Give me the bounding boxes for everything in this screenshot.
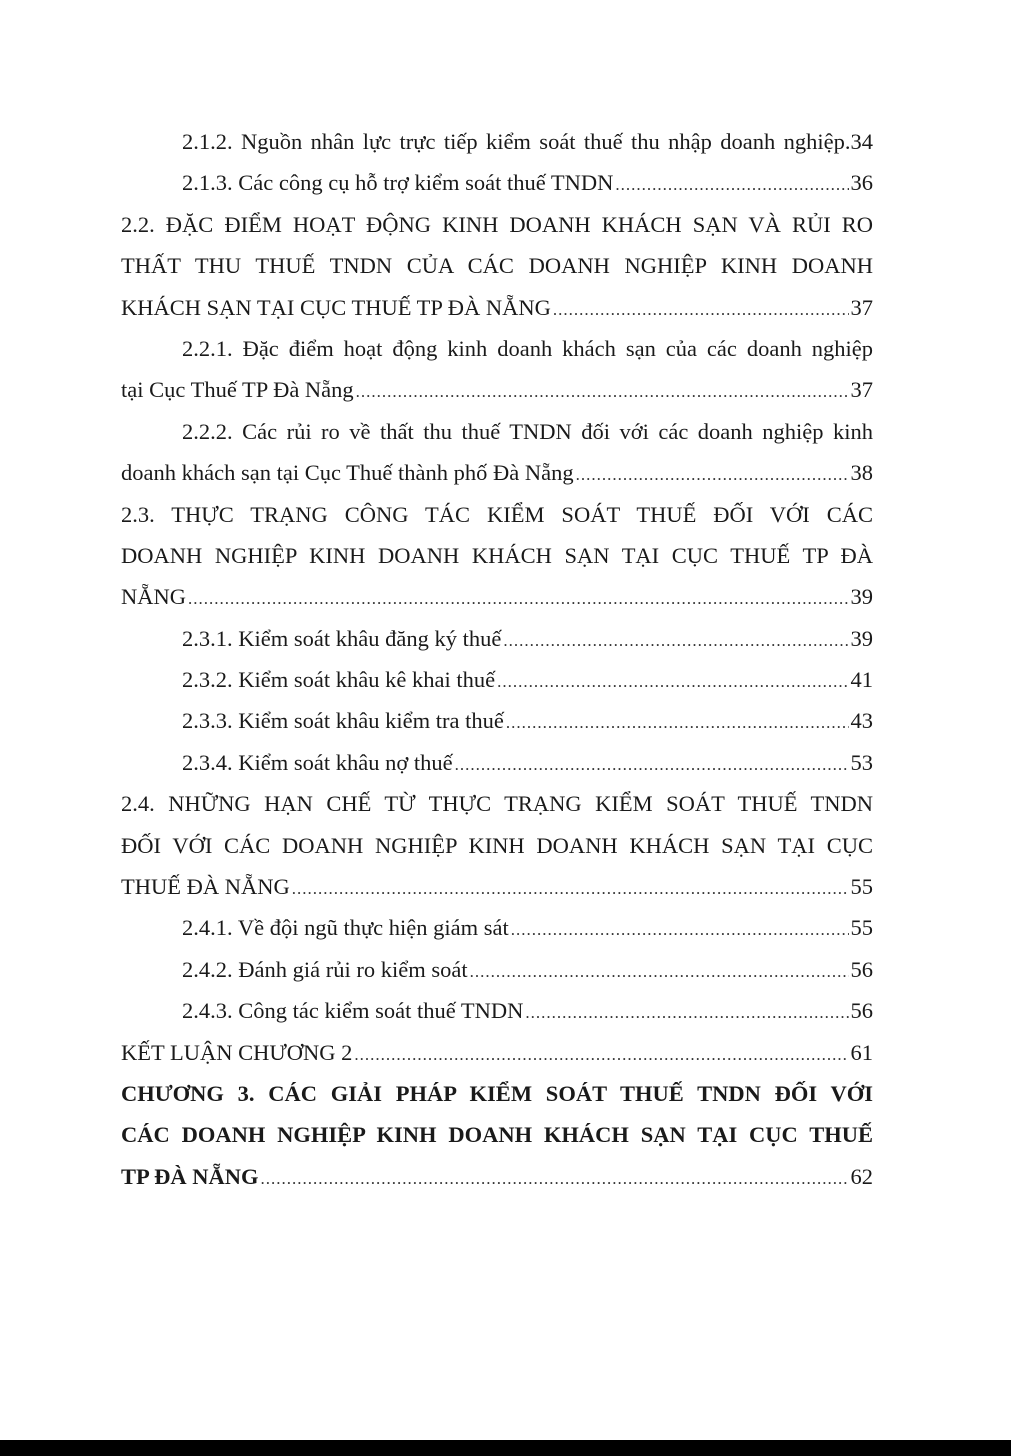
toc-page-number: 37 [850, 377, 873, 403]
toc-entry-text: KHÁCH SẠN TẠI CỤC THUẾ TP ĐÀ NẴNG [121, 294, 551, 320]
toc-entry-text: 2.1.3. Các công cụ hỗ trợ kiểm soát thuế TNDN [182, 170, 614, 196]
dot-leader [188, 578, 849, 617]
toc-entry-2-3-3[interactable] [121, 700, 873, 741]
toc-entry-2-2-1-line2[interactable] [121, 369, 873, 410]
toc-entry-2-2-line2[interactable] [121, 245, 873, 286]
toc-page-number: 55 [850, 874, 873, 900]
toc-entry-text: 2.4.1. Về đội ngũ thực hiện giám sát [182, 915, 509, 941]
toc-entry-2-2-line3[interactable] [121, 287, 873, 328]
toc-entry-text: 2.3.1. Kiểm soát khâu đăng ký thuế [182, 625, 502, 651]
toc-entry-text: 2.2.1. Đặc điểm hoạt động kinh doanh khách sạn của các doanh nghiệp [182, 335, 873, 361]
viewer-bottom-edge [0, 1440, 1011, 1456]
dot-leader [261, 1158, 849, 1197]
toc-entry-2-1-3[interactable] [121, 162, 873, 203]
dot-leader [511, 909, 849, 948]
dot-leader [292, 868, 849, 907]
dot-leader [615, 164, 848, 203]
toc-entry-text: 2.2. ĐẶC ĐIỂM HOẠT ĐỘNG KINH DOANH KHÁCH SẠN VÀ RỦI RO [121, 211, 873, 237]
toc-entry-2-2-line1[interactable] [121, 204, 873, 245]
toc-entry-text: 2.3.2. Kiểm soát khâu kê khai thuế [182, 667, 496, 693]
toc-entry-text: KẾT LUẬN CHƯƠNG 2 [121, 1039, 353, 1065]
toc-page-number: 38 [850, 460, 873, 486]
toc-entry-chapter-3-line1[interactable] [121, 1073, 873, 1114]
dot-leader [525, 992, 848, 1031]
toc-entry-text: NẴNG [121, 584, 186, 610]
toc-page-number: 41 [850, 667, 873, 693]
dot-leader [506, 702, 849, 741]
toc-entry-2-2-1-line1[interactable] [121, 328, 873, 369]
toc-entry-2-4-3[interactable] [121, 990, 873, 1031]
toc-page-number: 37 [850, 294, 873, 320]
toc-entry-text: 2.3.4. Kiểm soát khâu nợ thuế [182, 749, 453, 775]
toc-page-number: 43 [850, 708, 873, 734]
dot-leader [354, 1034, 848, 1073]
toc-entry-chapter-3-line3[interactable] [121, 1156, 873, 1197]
toc-entry-text: THUẾ ĐÀ NẴNG [121, 874, 290, 900]
toc-entry-2-3-2[interactable] [121, 659, 873, 700]
toc-entry-text: 2.3.3. Kiểm soát khâu kiểm tra thuế [182, 708, 504, 734]
toc-page-number: 62 [850, 1163, 873, 1189]
toc-entry-2-4-1[interactable] [121, 907, 873, 948]
toc-entry-2-3-line1[interactable] [121, 494, 873, 535]
toc-entry-2-4-line1[interactable] [121, 783, 873, 824]
toc-entry-2-3-line3[interactable] [121, 576, 873, 617]
toc-entry-2-3-line2[interactable] [121, 535, 873, 576]
dot-leader [503, 620, 848, 659]
toc-entry-text: DOANH NGHIỆP KINH DOANH KHÁCH SẠN TẠI CỤC THUẾ TP ĐÀ [121, 542, 873, 568]
toc-page-number: 36 [850, 170, 873, 196]
toc-entry-chapter-2-conclusion[interactable] [121, 1032, 873, 1073]
toc-page-number: 39 [850, 584, 873, 610]
dot-leader [553, 289, 849, 328]
toc-page-number: 53 [850, 749, 873, 775]
dot-leader [576, 454, 849, 493]
toc-entry-text: 2.3. THỰC TRẠNG CÔNG TÁC KIỂM SOÁT THUẾ ĐỐI VỚI CÁC [121, 501, 873, 527]
toc-entry-2-2-2-line2[interactable] [121, 452, 873, 493]
toc-entry-text: THẤT THU THUẾ TNDN CỦA CÁC DOANH NGHIỆP KINH DOANH [121, 253, 873, 279]
toc-entry-2-3-1[interactable] [121, 618, 873, 659]
toc-entry-2-2-2-line1[interactable] [121, 411, 873, 452]
toc-entry-2-4-2[interactable] [121, 949, 873, 990]
toc-entry-text: ĐỐI VỚI CÁC DOANH NGHIỆP KINH DOANH KHÁCH SẠN TẠI CỤC [121, 832, 873, 858]
table-of-contents [121, 121, 873, 1197]
toc-entry-chapter-3-line2[interactable] [121, 1114, 873, 1155]
toc-entry-text: CÁC DOANH NGHIỆP KINH DOANH KHÁCH SẠN TẠI CỤC THUẾ [121, 1122, 873, 1148]
toc-entry-text: CHƯƠNG 3. CÁC GIẢI PHÁP KIỂM SOÁT THUẾ TNDN ĐỐI VỚI [121, 1080, 873, 1106]
toc-entry-text: 2.4.2. Đánh giá rủi ro kiểm soát [182, 956, 468, 982]
toc-entry-text: 2.4. NHỮNG HẠN CHẾ TỪ THỰC TRẠNG KIỂM SOÁT THUẾ TNDN [121, 791, 873, 817]
toc-entry-2-4-line3[interactable] [121, 866, 873, 907]
toc-page-number: 39 [850, 625, 873, 651]
toc-entry-2-1-2[interactable] [121, 121, 873, 162]
dot-leader [497, 661, 848, 700]
toc-entry-text: TP ĐÀ NẴNG [121, 1163, 259, 1189]
toc-page-number: 61 [850, 1039, 873, 1065]
toc-entry-text: 2.1.2. Nguồn nhân lực trực tiếp kiểm soát thuế thu nhập doanh nghiệp.34 [182, 129, 873, 154]
toc-entry-text: doanh khách sạn tại Cục Thuế thành phố Đà Nẵng [121, 460, 574, 486]
toc-page-number: 56 [850, 956, 873, 982]
dot-leader [455, 744, 849, 783]
toc-page-number: 55 [850, 915, 873, 941]
dot-leader [356, 371, 849, 410]
toc-entry-2-3-4[interactable] [121, 742, 873, 783]
dot-leader [470, 951, 849, 990]
toc-entry-2-4-line2[interactable] [121, 825, 873, 866]
toc-page-number: 56 [850, 998, 873, 1024]
toc-entry-text: 2.4.3. Công tác kiểm soát thuế TNDN [182, 998, 524, 1024]
toc-entry-text: tại Cục Thuế TP Đà Nẵng [121, 377, 354, 403]
toc-entry-text: 2.2.2. Các rủi ro về thất thu thuế TNDN đối với các doanh nghiệp kinh [182, 418, 873, 444]
